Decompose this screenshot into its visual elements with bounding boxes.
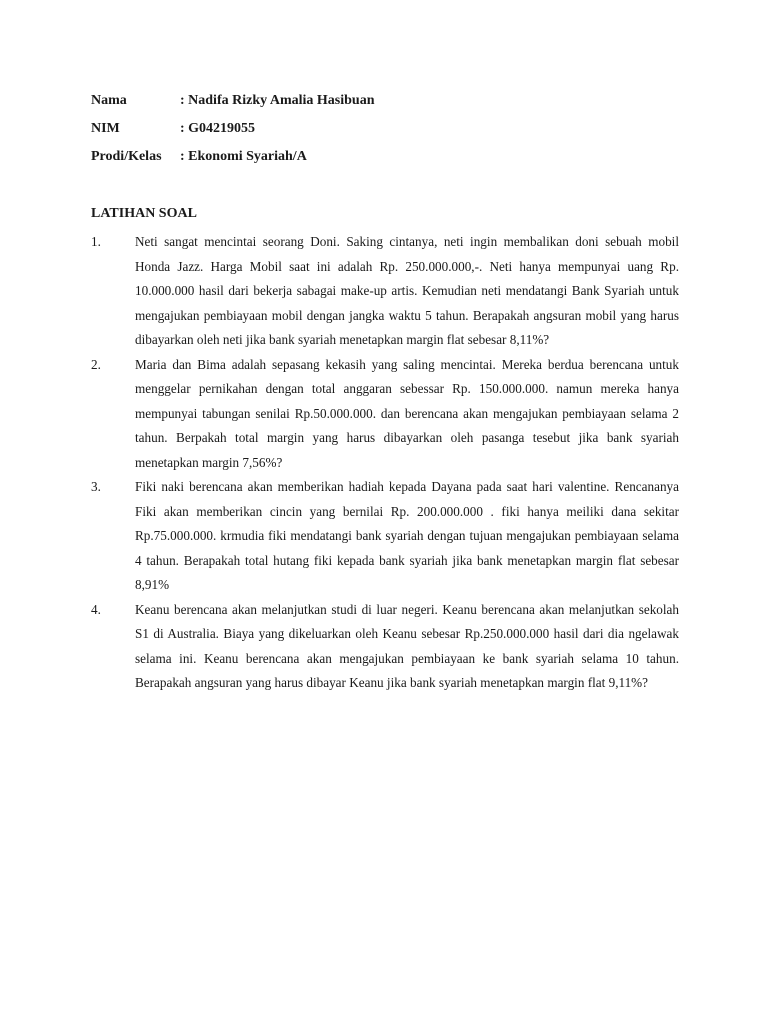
question-number: 2.: [91, 356, 101, 372]
question-list: [91, 230, 679, 696]
question-item: [91, 475, 679, 598]
identity-value: : G04219055: [180, 121, 256, 136]
identity-value: : Ekonomi Syariah/A: [180, 149, 307, 164]
question-item: [91, 230, 679, 353]
identity-label: Prodi/Kelas: [91, 149, 162, 164]
student-identity-block: [91, 90, 651, 174]
question-text: Maria dan Bima adalah sepasang kekasih yang saling mencintai. Mereka berdua berencana untuk menggelar pernikahan dengan total anggaran sebessar Rp. 150.000.000. namun mereka hanya mempunyai tabungan senilai Rp.50.000.000. dan berencana akan mengajukan pembiayaan selama 2 tahun. Berpakah total margin yang harus dibayarkan oleh pasanga tesebut jika bank syariah menetapkan margin 7,56%?: [135, 356, 679, 470]
question-item: [91, 353, 679, 476]
identity-value: : Nadifa Rizky Amalia Hasibuan: [180, 93, 375, 108]
identity-row-name: [91, 90, 651, 118]
question-number: 3.: [91, 479, 101, 494]
question-text: Neti sangat mencintai seorang Doni. Saking cintanya, neti ingin membalikan doni sebuah mobil Honda Jazz. Harga Mobil saat ini adalah Rp. 250.000.000,-. Neti hanya mempunyai uang Rp. 10.000.000 hasil dari bekerja sabagai make-up artis. Kemudian neti mendatangi Bank Syariah untuk mengajukan pembiayaan mobil dengan jangka waktu 5 tahun. Berapakah angsuran mobil yang harus dibayarkan oleh neti jika bank syariah menetapkan margin flat sebesar 8,11%?: [135, 234, 679, 347]
identity-row-nim: [91, 118, 651, 146]
identity-label: NIM: [91, 121, 120, 136]
question-item: [91, 598, 679, 696]
question-text: Keanu berencana akan melanjutkan studi di luar negeri. Keanu berencana akan melanjutkan sekolah S1 di Australia. Biaya yang dikeluarkan oleh Keanu sebesar Rp.250.000.000 hasil dari dia ngelawak selama ini. Keanu berencana akan mengajukan pembiayaan ke bank syariah selama 10 tahun. Berapakah angsuran yang harus dibayar Keanu jika bank syariah menetapkan margin flat 9,11%?: [135, 601, 679, 690]
question-number: 1.: [91, 234, 101, 249]
question-number: 4.: [91, 601, 101, 617]
question-text: Fiki naki berencana akan memberikan hadiah kepada Dayana pada saat hari valentine. Rencananya Fiki akan memberikan cincin yang bernilai Rp. 200.000.000 . fiki hanya meiliki dana sekitar Rp.75.000.000. krmudia fiki mendatangi bank syariah dengan tujuan mengajukan pembiayaan selama 4 tahun. Berapakah total hutang fiki kepada bank syariah jika bank menetapkan margin flat sebesar 8,91%: [135, 479, 679, 592]
section-title: LATIHAN SOAL: [91, 206, 197, 221]
identity-row-class: [91, 146, 651, 174]
identity-label: Nama: [91, 93, 127, 108]
